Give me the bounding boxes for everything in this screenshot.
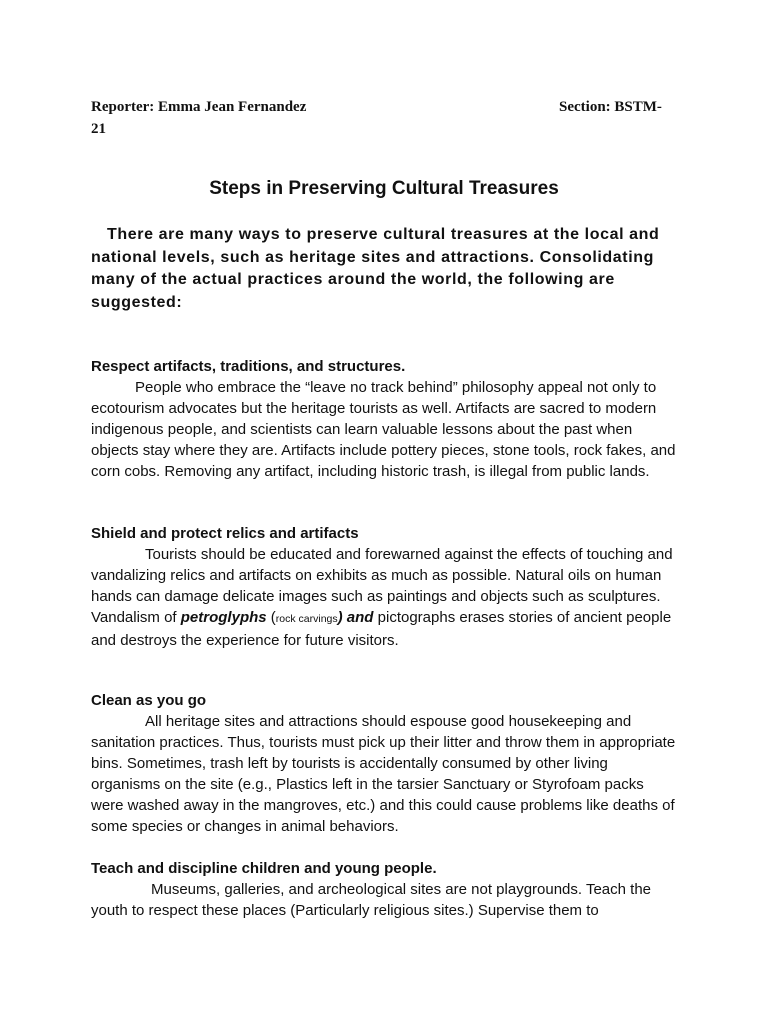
section-body [91, 544, 677, 651]
body-text-after: pictographs erases stories of ancient people and destroys the experience for future visitors. [91, 609, 672, 649]
section-body: Museums, galleries, and archeological sites are not playgrounds. Teach the youth to respect these places (Particularly religious sites.) Supervise them to [91, 881, 652, 919]
term-note: rock carvings [275, 613, 338, 625]
intro-paragraph: There are many ways to preserve cultural treasures at the local and national levels, such as heritage sites and attractions. Consolidating many of the actual practices around the world, the following are suggested: [91, 226, 660, 311]
reporter-label: Reporter: Emma Jean Fernandez [91, 99, 307, 115]
section-body: People who embrace the “leave no track behind” philosophy appeal not only to ecotourism advocates but the heritage tourists as well. Artifacts are sacred to modern indigenous people, and scientists can learn valuable lessons about the past when objects stay where they are. Artifacts include pottery pieces, stone tools, rock fakes, and corn cobs. Removing any artifact, including historic trash, is illegal from public lands. [91, 379, 676, 480]
body-text-before: Tourists should be educated and forewarned against the effects of touching and vandalizing relics and artifacts on exhibits as much as possible. Natural oils on human hands can damage delicate images such as paintings and objects such as sculptures. Vandalism of [91, 546, 673, 626]
section-shield [91, 524, 677, 651]
section-heading: Teach and discipline children and young people. [91, 860, 437, 877]
page-title: Steps in Preserving Cultural Treasures [209, 178, 559, 199]
section-label: Section: BSTM- [559, 99, 662, 115]
section-heading: Shield and protect relics and artifacts [91, 525, 359, 542]
section-heading: Respect artifacts, traditions, and structures. [91, 358, 406, 375]
section-teach [91, 859, 677, 921]
section-clean [91, 691, 677, 837]
section-respect [91, 357, 677, 482]
paren-open: ( [266, 609, 276, 626]
term-petroglyphs: petroglyphs [180, 609, 267, 626]
section-heading: Clean as you go [91, 692, 207, 709]
section-label-continued: 21 [91, 121, 106, 137]
section-body: All heritage sites and attractions should espouse good housekeeping and sanitation practices. Thus, tourists must pick up their litter and throw them in appropriate bins. Sometimes, trash left by tourists is accidentally consumed by other living organisms on the site (e.g., Plastics left in the tarsier Sanctuary or Styrofoam packs were washed away in the mangroves, etc.) and this could cause problems like deaths of some species or changes in animal behaviors. [91, 713, 676, 835]
and-text: ) and [337, 609, 374, 626]
